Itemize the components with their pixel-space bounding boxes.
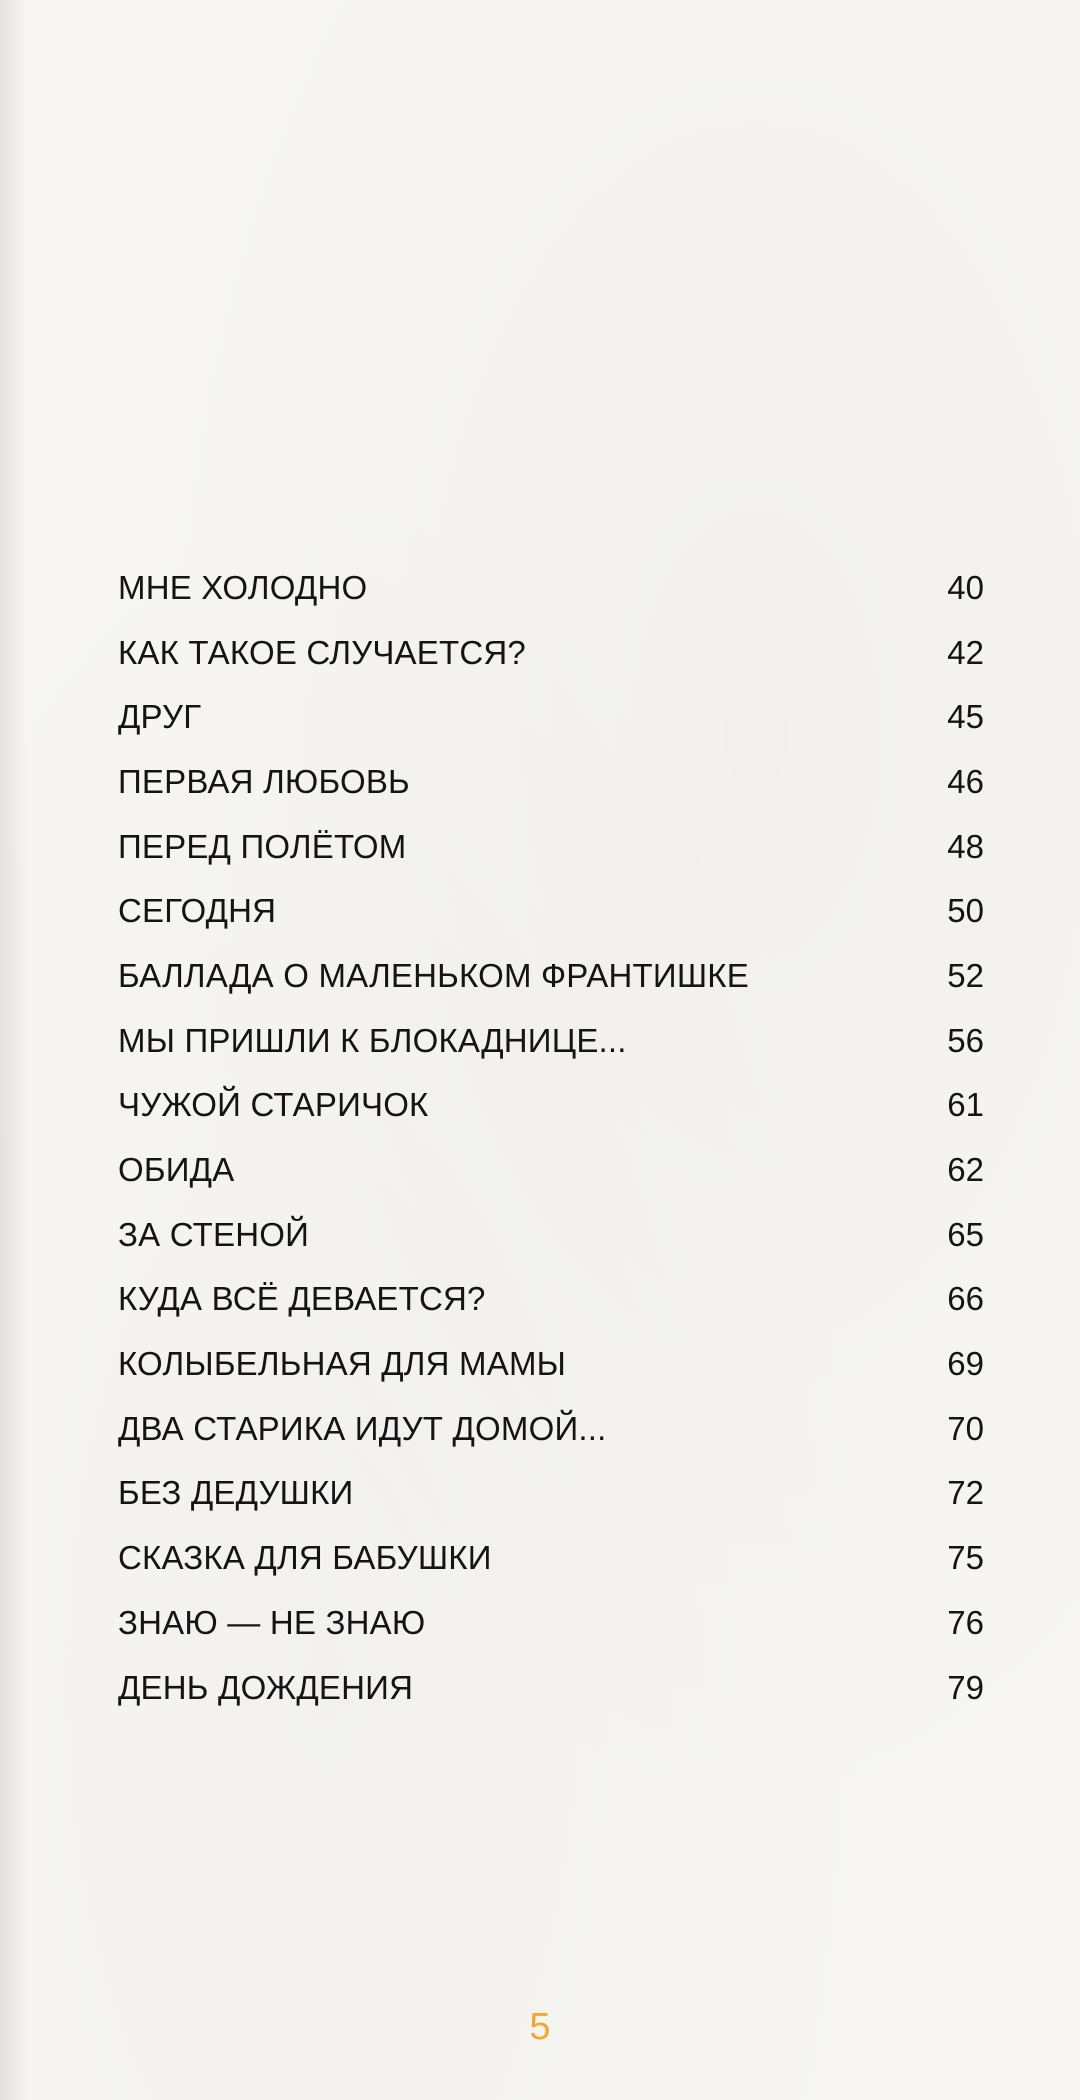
toc-entry-title: ЗНАЮ — НЕ ЗНАЮ — [118, 1603, 426, 1641]
table-of-contents — [118, 555, 986, 1719]
toc-entry-page: 66 — [947, 1280, 984, 1318]
toc-entry — [118, 1396, 986, 1461]
toc-entry-title: МЫ ПРИШЛИ К БЛОКАДНИЦЕ... — [118, 1021, 627, 1059]
toc-entry-page: 76 — [947, 1603, 984, 1641]
page-number: 5 — [529, 2006, 551, 2048]
toc-entry-title: ДРУГ — [118, 698, 202, 736]
toc-entry-title: ДВА СТАРИКА ИДУТ ДОМОЙ... — [118, 1409, 607, 1447]
toc-entry — [118, 814, 986, 879]
toc-entry-title: СКАЗКА ДЛЯ БАБУШКИ — [118, 1539, 492, 1577]
toc-entry-page: 46 — [947, 762, 984, 800]
toc-entry — [118, 1461, 986, 1526]
toc-entry — [118, 555, 986, 620]
toc-entry-title: ПЕРВАЯ ЛЮБОВЬ — [118, 762, 410, 800]
toc-entry-page: 79 — [947, 1668, 984, 1706]
toc-entry-title: ЧУЖОЙ СТАРИЧОК — [118, 1086, 429, 1124]
toc-entry-title: ОБИДА — [118, 1151, 235, 1189]
toc-entry-page: 45 — [947, 698, 984, 736]
toc-entry-page: 56 — [947, 1021, 984, 1059]
toc-entry-page: 50 — [947, 892, 984, 930]
toc-entry — [118, 1525, 986, 1590]
toc-entry — [118, 1008, 986, 1073]
toc-entry-title: КОЛЫБЕЛЬНАЯ ДЛЯ МАМЫ — [118, 1345, 567, 1383]
toc-entry — [118, 1137, 986, 1202]
toc-entry — [118, 1073, 986, 1138]
toc-entry — [118, 620, 986, 685]
toc-entry-page: 52 — [947, 956, 984, 994]
toc-entry-title: БАЛЛАДА О МАЛЕНЬКОМ ФРАНТИШКЕ — [118, 956, 749, 994]
toc-entry-page: 75 — [947, 1539, 984, 1577]
toc-entry — [118, 1590, 986, 1655]
toc-entry-title: ПЕРЕД ПОЛЁТОМ — [118, 827, 407, 865]
toc-entry-title: ДЕНЬ ДОЖДЕНИЯ — [118, 1668, 414, 1706]
toc-entry-page: 42 — [947, 633, 984, 671]
toc-entry — [118, 878, 986, 943]
toc-entry — [118, 684, 986, 749]
toc-entry-page: 61 — [947, 1086, 984, 1124]
toc-entry — [118, 1655, 986, 1720]
toc-entry — [118, 749, 986, 814]
toc-entry-page: 48 — [947, 827, 984, 865]
page-gutter-shadow — [0, 0, 28, 2100]
toc-entry — [118, 1267, 986, 1332]
toc-entry-title: ЗА СТЕНОЙ — [118, 1215, 310, 1253]
toc-entry-page: 40 — [947, 568, 984, 606]
toc-entry-title: МНЕ ХОЛОДНО — [118, 568, 368, 606]
toc-entry-page: 72 — [947, 1474, 984, 1512]
toc-entry-title: БЕЗ ДЕДУШКИ — [118, 1474, 354, 1512]
toc-entry-title: СЕГОДНЯ — [118, 892, 277, 930]
toc-entry — [118, 1331, 986, 1396]
toc-entry-page: 69 — [947, 1345, 984, 1383]
toc-entry-title: КУДА ВСЁ ДЕВАЕТСЯ? — [118, 1280, 486, 1318]
toc-entry — [118, 1202, 986, 1267]
toc-entry — [118, 943, 986, 1008]
toc-entry-page: 65 — [947, 1215, 984, 1253]
toc-entry-page: 70 — [947, 1409, 984, 1447]
toc-entry-page: 62 — [947, 1151, 984, 1189]
toc-entry-title: КАК ТАКОЕ СЛУЧАЕТСЯ? — [118, 633, 526, 671]
